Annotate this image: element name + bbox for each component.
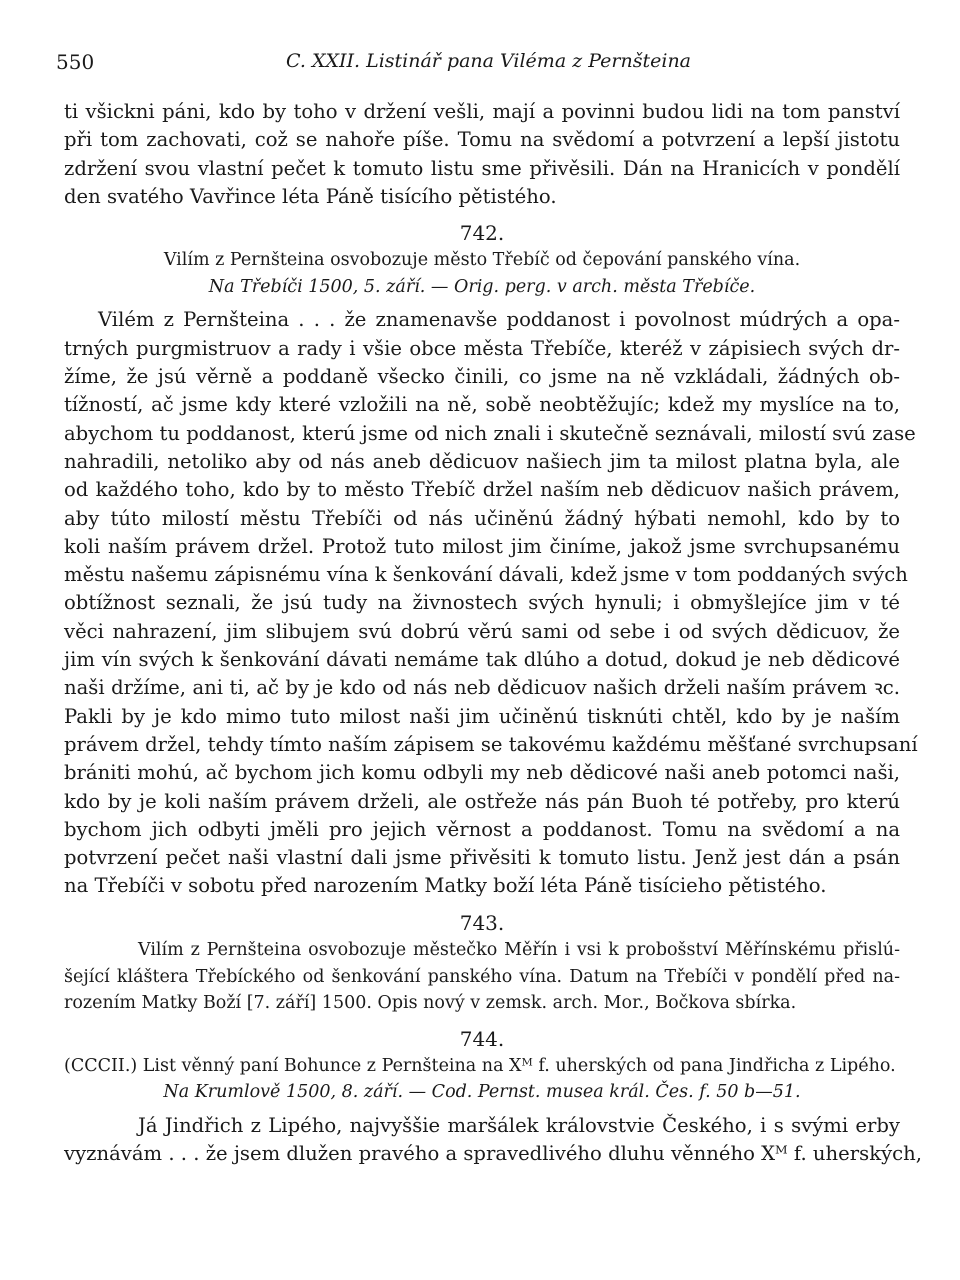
document-summary-742: Vilím z Pernšteina osvobozuje město Třebíč od čepování panského vína. [163,250,801,271]
text-line: šející kláštera Třebíckého od šenkování panského vína. Datum na Třebíči v pondělí před na- [64,966,900,987]
text-line: aby túto milostí městu Třebíči od nás učiněnú žádný hýbati nemohl, kdo by to [64,506,900,530]
text-line: zdržení svou vlastní pečet k tomuto listu sme přivěsili. Dán na Hranicích v pondělí [64,156,900,180]
running-title: C. XXII. Listinář pana Viléma z Pernšteina [286,50,692,72]
text-line: při tom zachovati, což se nahoře píše. Tomu na svědomí a potvrzení a lepší jistotu [64,128,900,152]
text-line: městu našemu zápisnému vína k šenkování dávali, kdež jsme v tom poddaných svých [64,563,908,587]
document-text-742 [64,306,918,900]
text-line: tížností, ač jsme kdy které vzložili na ně, sobě neobtěžujíc; kdež my myslíce na to, [64,393,900,417]
text-line: rozením Matky Boží [7. září] 1500. Opis nový v zemsk. arch. Mor., Bočkova sbírka. [64,993,797,1014]
page-number: 550 [56,50,95,74]
text-line: koli naším právem držel. Protož tuto milost jim činíme, jakož jsme svrchupsanému [64,534,900,558]
document-number-743: 743. [459,910,505,935]
text-line: ti všickni páni, kdo by toho v držení vešli, mají a povinni budou lidi na tom panství [64,100,900,123]
document-source-742: Na Třebíči 1500, 5. září. — Orig. perg. v arch. města Třebíče. [208,276,756,297]
text-line: Pakli by je kdo mimo tuto milost naši jim učiněnú tisknúti chtěl, kdo by je naším [64,704,900,728]
document-number-742: 742. [459,221,505,246]
text-line: od každého toho, kdo by to město Třebíč držel naším neb dědicuov našich právem, [64,478,900,502]
text-line: naši držíme, ani ti, ač by je kdo od nás neb dědicuov našich drželi naším právem ꝛc. [64,676,900,700]
text-line: na Třebíči v sobotu před narozením Matky boží léta Páně tisícieho pětistého. [64,874,827,898]
text-line: vyznávám . . . že jsem dlužen pravého a spravedlivého dluhu věnného Xᴹ f. uherských, [64,1142,922,1166]
text-line: nahradili, netoliko aby od nás aneb dědicuov našiech jim ta milost platna byla, ale [64,449,900,473]
text-line: žíme, že jsú věrně a poddaně všecko činili, co jsme na ně vzkládali, žádných ob- [64,365,900,389]
text-line: den svatého Vavřince léta Páně tisícího pětistého. [64,184,557,208]
document-number-744: 744. [459,1026,505,1051]
text-line: potvrzení pečet naši vlastní dali jsme přivěsiti k tomuto listu. Jenž jest dán a psán [64,846,900,870]
page-header [56,50,904,80]
text-line: obtížnost seznali, že jsú tudy na živnostech svých hynuli; i obmyšlejíce jim v té [64,591,900,615]
page-body [64,98,922,1168]
text-line: věci nahrazení, jim slibujem svú dobrú věrú sami od sebe i od svých dědicuov, že [64,619,900,643]
text-line: Vilím z Pernšteina osvobozuje městečko Měřín i vsi k probošství Měřínskému přislú- [138,940,900,961]
document-text-743 [64,937,900,1017]
text-line: Já Jindřich z Lipého, najvyššie maršálek královstvie Českého, i s svými erby [138,1113,900,1137]
document-text-744 [64,1112,922,1169]
text-line: brániti mohú, ač bychom jich komu odbyli my neb dědicové naši aneb potomci naši, [64,761,900,785]
text-line: bychom jich odbyti jměli pro jejich věrnost a poddanost. Tomu na svědomí a na [64,817,900,841]
document-summary-744: (CCCII.) List věnný paní Bohunce z Pernšteina na Xᴹ f. uherských od pana Jindřicha z Lipého. [64,1055,896,1076]
text-line: kdo by je koli naším právem drželi, ale ostřeže nás pán Buoh té potřeby, pro kterú [64,789,900,813]
document-source-744: Na Krumlově 1500, 8. září. — Cod. Pernst. musea král. Čes. f. 50 b—51. [163,1082,801,1103]
text-line: abychom tu poddanost, kterú jsme od nich znali i skutečně seznávali, milostí svú zase [64,421,916,445]
text-line: jim vín svých k šenkování dávati nemáme tak dlúho a dotud, dokud je neb dědicové [64,648,900,672]
text-line: trných purgmistruov a rady i všie obce města Třebíče, kteréž v zápisiech svých dr- [64,336,900,360]
text-line: Vilém z Pernšteina . . . že znamenavše poddanost i povolnost múdrých a opa- [98,308,900,332]
intro-paragraph [64,98,900,211]
text-line: právem držel, tehdy tímto naším zápisem se takovému každému měšťané svrchupsaní [64,732,918,756]
